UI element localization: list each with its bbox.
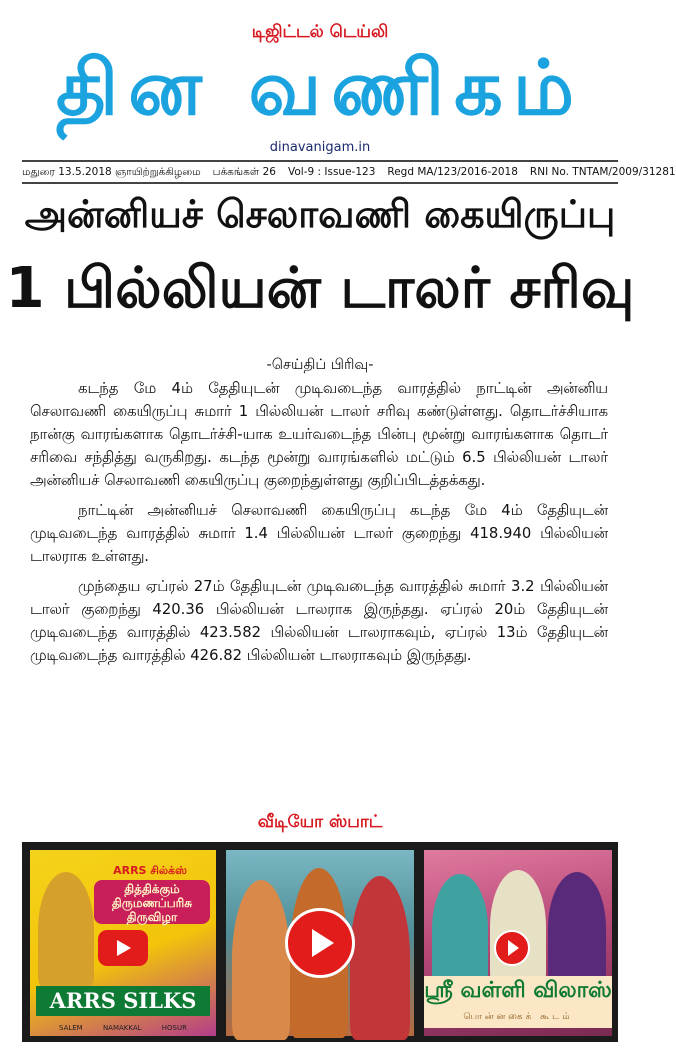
model-figure (548, 872, 606, 984)
video-strip (22, 842, 618, 1042)
play-button-icon[interactable] (285, 908, 355, 978)
byline: -செய்திப் பிரிவு- (266, 357, 374, 373)
model-figure (38, 872, 94, 988)
issue-info-bar (22, 160, 676, 184)
play-button-icon[interactable] (494, 930, 530, 966)
article-paragraph: முந்தைய ஏப்ரல் 27ம் தேதியுடன் முடிவடைந்த வாரத்தில் சுமார் 3.2 பில்லியன் டாலர் குறைந்து 420.36 பில்லியன் டாலராக இருந்தது. ஏப்ரல் 20ம் தேதியுடன் முடிவடைந்த வாரத்தில் 423.582 பில்லியன் டாலராகவும், ஏப்ரல் 13ம் தேதியுடன் முடிவடைந்த வாரத்தில் 426.82 பில்லியன் டாலராகவும் இருந்தது. (30, 578, 608, 664)
headline-line-1: அன்னியச் செலாவணி கையிருப்பு (24, 192, 616, 236)
ad-towns: SALEM NAMAKKAL HOSUR (59, 1024, 187, 1032)
youtube-play-icon[interactable] (98, 930, 148, 966)
model-figure (490, 870, 546, 984)
ad-brand-name: ARRS SILKS (36, 986, 210, 1016)
ad-brand-small: ARRS சில்க்ஸ் (113, 864, 187, 877)
ad-banner: தித்திக்கும் திருமணப்பரிசு திருவிழா (94, 880, 210, 924)
model-figure (232, 880, 290, 1040)
page-count: பக்கங்கள் 26 (212, 165, 276, 178)
model-figure (432, 874, 488, 984)
issue-date: மதுரை 13.5.2018 ஞாயிற்றுக்கிழமை (22, 165, 201, 178)
video-thumbnail-arrs-silks[interactable] (30, 850, 216, 1036)
article-paragraph: கடந்த மே 4ம் தேதியுடன் முடிவடைந்த வாரத்தில் நாட்டின் அன்னிய செலாவணி கையிருப்பு சுமார் 1 பில்லியன் டாலர் சரிவு கண்டுள்ளது. தொடர்ச்சியாக நான்கு வாரங்களாக தொடர்ச்சி-யாக உயர்வடைந்த பின்பு மூன்று வாரங்களாக தொடர் சரிவை சந்தித்து வருகிறது. கடந்த மூன்று வாரங்களில் மட்டும் 6.5 பில்லியன் டாலர் அன்னியச் செலாவணி கையிருப்பு குறைந்துள்ளது குறிப்பிடத்தக்கது. (30, 380, 608, 489)
video-section-title: வீடியோ ஸ்பாட் (257, 812, 383, 832)
masthead-logo: தின வணிகம் (56, 43, 584, 132)
registration-number: Regd MA/123/2016-2018 (387, 166, 518, 178)
video-thumbnail-vallivilas[interactable] (424, 850, 612, 1036)
rni-number: RNI No. TNTAM/2009/31281 (529, 166, 676, 178)
ad-shop-subtitle: பொன்னகைக் கூடம் (424, 1006, 612, 1028)
model-figure (350, 876, 410, 1040)
article-paragraph: நாட்டின் அன்னியச் செலாவணி கையிருப்பு கடந்த மே 4ம் தேதியுடன் முடிவடைந்த வாரத்தில் சுமார் 1.4 பில்லியன் டாலர் குறைந்து 418.940 பில்லியன் டாலராக உள்ளது. (30, 502, 608, 565)
headline-line-2: 1 பில்லியன் டாலர் சரிவு (5, 256, 635, 321)
ad-shop-name: ஸ்ரீ வள்ளி விலாஸ் (424, 976, 612, 1006)
website-link[interactable]: dinavanigam.in (269, 140, 371, 155)
video-thumbnail-actresses[interactable] (226, 850, 414, 1036)
volume-issue: Vol-9 : Issue-123 (288, 166, 376, 178)
article-body (30, 377, 608, 674)
tagline: டிஜிட்டல் டெய்லி (251, 22, 389, 42)
